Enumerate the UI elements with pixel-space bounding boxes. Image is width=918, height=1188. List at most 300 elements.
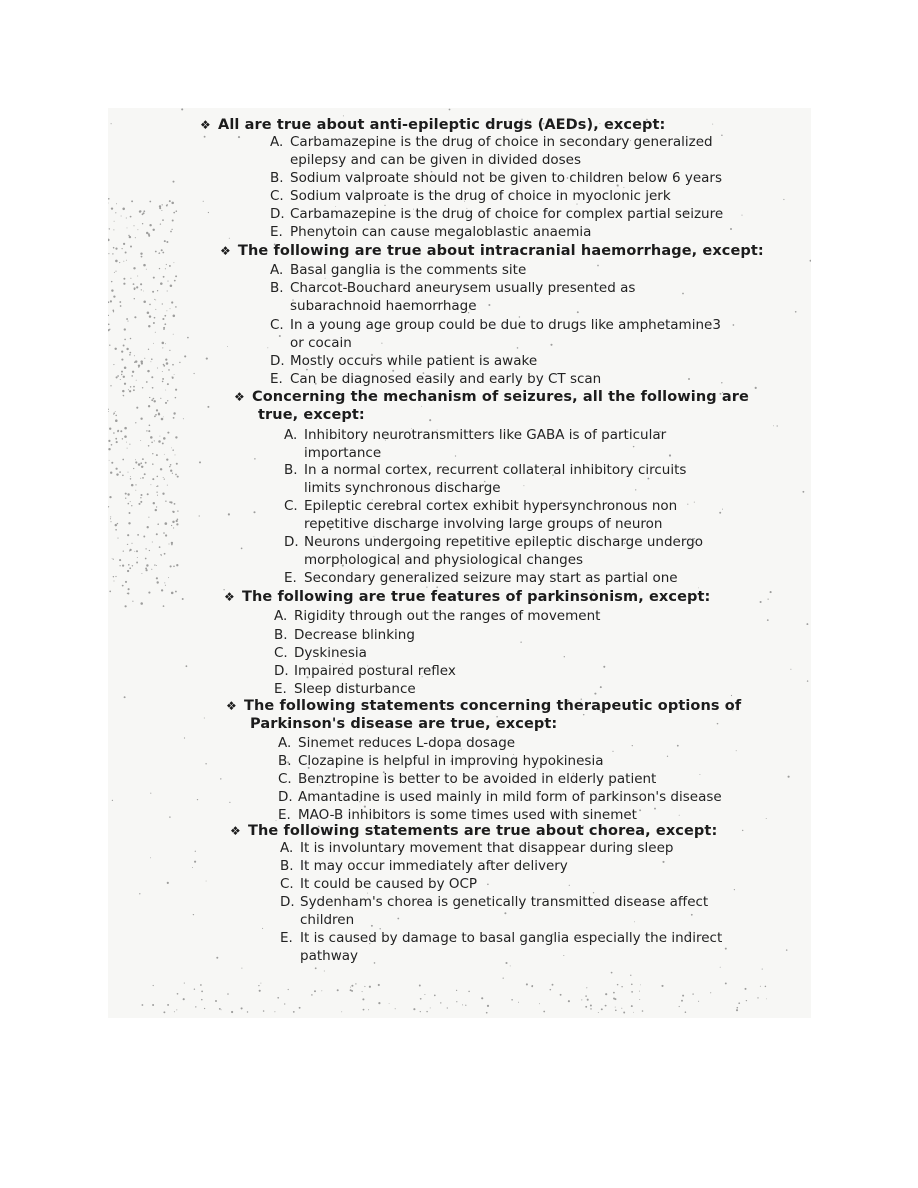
scan-speck [137, 276, 138, 277]
question-4-stem: ❖ The following are true features of parkinsonism, except: [224, 589, 711, 605]
scan-speck [163, 327, 165, 329]
scan-speck [163, 532, 165, 534]
scan-speck [395, 1008, 396, 1009]
scan-speck [119, 559, 121, 561]
scan-speck [206, 881, 207, 882]
scan-speck [276, 820, 277, 821]
scan-speck [170, 565, 172, 567]
scan-speck [174, 1011, 175, 1012]
scan-speck [115, 212, 116, 213]
scan-speck [114, 348, 116, 350]
scan-speck [173, 417, 175, 419]
scan-speck [165, 585, 166, 586]
scan-speck [140, 602, 143, 605]
scan-speck [155, 299, 156, 300]
scan-speck [311, 994, 313, 996]
scan-speck [161, 589, 163, 591]
scan-speck [456, 990, 457, 991]
q4-option-d: D. Impaired postural reflex [274, 663, 456, 679]
scan-speck [149, 304, 151, 306]
scan-speck [597, 265, 599, 267]
scan-speck [134, 289, 136, 291]
scan-speck [231, 1011, 233, 1013]
scan-speck [177, 510, 178, 511]
scan-speck [160, 223, 161, 224]
scan-speck [654, 808, 656, 810]
scan-speck [598, 1012, 599, 1013]
scan-speck [639, 809, 641, 811]
scan-speck [156, 506, 157, 507]
scan-speck [163, 477, 164, 478]
scan-speck [810, 260, 811, 262]
scan-speck [687, 504, 688, 505]
scan-speck [155, 332, 156, 333]
scan-speck [132, 601, 133, 602]
scan-speck [165, 268, 166, 269]
scan-speck [114, 272, 115, 273]
scan-speck [123, 243, 125, 245]
scan-speck [614, 998, 616, 1000]
scan-speck [623, 1012, 625, 1014]
scan-speck [115, 411, 116, 412]
scan-speck [228, 513, 230, 515]
scan-speck [156, 486, 157, 487]
q5-option-a: A. Sinemet reduces L-dopa dosage [278, 735, 516, 751]
scan-speck [164, 478, 165, 479]
scan-speck [128, 472, 129, 473]
scan-speck [806, 623, 808, 625]
scan-speck [140, 462, 142, 464]
scan-speck [174, 503, 176, 505]
scan-speck [594, 693, 596, 695]
scan-speck [162, 347, 163, 348]
scan-speck [167, 204, 168, 205]
scan-speck [127, 534, 129, 536]
scan-speck [487, 884, 489, 886]
scan-speck [148, 325, 150, 327]
scan-speck [238, 136, 240, 138]
scan-speck [725, 982, 727, 984]
scan-speck [173, 566, 175, 568]
scan-speck [362, 991, 363, 992]
scan-speck [115, 260, 118, 263]
scan-speck [109, 428, 111, 430]
scanned-page [108, 108, 811, 1018]
scan-speck [172, 473, 173, 474]
scan-speck [116, 473, 118, 475]
scan-speck [127, 321, 128, 322]
scan-speck [110, 385, 111, 386]
scan-speck [173, 181, 175, 183]
scan-speck [113, 247, 115, 249]
scan-speck [293, 1011, 295, 1013]
scan-speck [141, 494, 143, 496]
scan-speck [155, 251, 157, 253]
scan-speck [121, 216, 122, 217]
scan-speck [762, 969, 763, 970]
scan-speck [151, 569, 152, 570]
scan-speck [162, 252, 164, 254]
scan-speck [139, 893, 140, 894]
scan-speck [116, 203, 117, 204]
scan-speck [171, 592, 174, 595]
scan-speck [434, 995, 436, 997]
scan-speck [177, 518, 179, 520]
scan-speck [147, 311, 150, 314]
scan-speck [682, 293, 684, 295]
scan-speck [176, 463, 178, 465]
scan-speck [159, 546, 161, 548]
scan-speck [175, 454, 176, 455]
scan-speck [130, 478, 131, 479]
scan-speck [790, 669, 791, 670]
scan-speck [741, 215, 742, 216]
scan-speck [605, 993, 607, 995]
scan-speck [487, 1005, 489, 1007]
scan-speck [639, 991, 640, 992]
scan-speck [260, 983, 261, 984]
scan-speck [612, 751, 613, 752]
scan-speck [128, 588, 130, 590]
scan-speck [142, 387, 143, 388]
scan-speck [550, 989, 552, 991]
q1-option-c: C. Sodium valproate is the drug of choice in myoclonic jerk [270, 188, 671, 204]
scan-speck [378, 1002, 380, 1004]
scan-speck [135, 461, 137, 463]
scan-speck [133, 267, 135, 269]
scan-speck [378, 984, 380, 986]
diamond-bullet-icon: ❖ [200, 118, 211, 132]
scan-speck [677, 745, 679, 747]
scan-speck [158, 413, 160, 415]
scan-speck [698, 1001, 699, 1002]
scan-speck [140, 497, 141, 498]
scan-speck [167, 1004, 169, 1006]
scan-speck [164, 582, 165, 583]
scan-speck [155, 414, 157, 416]
scan-speck [140, 440, 141, 441]
scan-speck [766, 818, 767, 819]
scan-speck [783, 199, 784, 200]
scan-speck [109, 460, 110, 461]
scan-speck [130, 386, 131, 387]
scan-speck [539, 1003, 540, 1004]
scan-speck [125, 493, 127, 495]
scan-speck [603, 666, 605, 668]
scan-speck [247, 1011, 248, 1012]
scan-speck [166, 205, 168, 207]
scan-speck [121, 350, 123, 352]
q6-option-b: B. It may occur immediately after delivery [280, 858, 568, 874]
scan-speck [111, 207, 113, 209]
scan-speck [162, 378, 164, 380]
scan-speck [160, 398, 161, 399]
scan-speck [586, 987, 587, 988]
scan-speck [122, 390, 124, 392]
scan-speck [136, 562, 138, 564]
q3-option-b: B. In a normal cortex, recurrent collateral inhibitory circuits limits synchronous discharge [284, 462, 687, 496]
scan-speck [123, 283, 125, 285]
scan-speck [142, 458, 144, 460]
scan-speck [153, 985, 154, 986]
scan-speck [150, 793, 151, 794]
scan-speck [440, 1002, 441, 1003]
scan-speck [115, 438, 117, 440]
scan-speck [111, 462, 113, 464]
scan-speck [144, 473, 146, 475]
scan-speck [162, 342, 165, 345]
scan-speck [128, 235, 129, 236]
scan-speck [122, 438, 123, 439]
scan-speck [115, 576, 116, 577]
scan-speck [162, 442, 164, 444]
scan-speck [197, 799, 198, 800]
scan-speck [145, 558, 147, 560]
scan-speck [108, 239, 110, 242]
scan-speck [113, 295, 115, 297]
scan-speck [132, 371, 134, 373]
scan-speck [125, 252, 127, 254]
scan-speck [115, 419, 118, 422]
scan-speck [125, 498, 126, 499]
scan-speck [681, 1000, 683, 1002]
scan-speck [770, 591, 772, 593]
scan-speck [127, 544, 128, 545]
scan-speck [108, 315, 109, 316]
scan-speck [121, 359, 123, 361]
scan-speck [164, 315, 166, 317]
scan-speck [175, 436, 177, 438]
scan-speck [160, 468, 162, 470]
scan-speck [113, 311, 114, 312]
scan-speck [128, 522, 130, 524]
scan-speck [229, 802, 230, 803]
scan-speck [146, 381, 148, 383]
q1-option-d: D. Carbamazepine is the drug of choice for complex partial seizure [270, 206, 724, 222]
scan-speck [788, 776, 790, 778]
scan-speck [108, 323, 110, 325]
scan-speck [241, 968, 242, 969]
scan-speck [116, 441, 118, 443]
scan-speck [129, 444, 130, 445]
scan-speck [130, 549, 132, 551]
scan-speck [605, 1005, 607, 1007]
scan-speck [146, 269, 147, 270]
scan-speck [152, 229, 154, 231]
scan-speck [277, 997, 279, 999]
scan-speck [174, 374, 175, 375]
scan-speck [125, 605, 127, 607]
scan-speck [108, 506, 109, 507]
scan-speck [159, 268, 160, 269]
scan-speck [721, 135, 723, 137]
scan-speck [165, 402, 167, 404]
question-5-stem: ❖ The following statements concerning therapeutic options of Parkinson's disease are true, except: [226, 698, 742, 732]
scan-speck [143, 300, 146, 303]
scan-speck [157, 367, 158, 368]
scan-speck [288, 989, 289, 990]
scan-speck [419, 985, 421, 987]
scan-speck [128, 503, 130, 505]
scan-speck [153, 343, 154, 344]
scan-speck [173, 212, 175, 214]
scan-speck [161, 555, 162, 556]
scan-speck [615, 1010, 617, 1012]
scan-speck [736, 1009, 738, 1011]
scan-speck [170, 501, 172, 503]
scan-speck [140, 253, 142, 255]
scan-speck [136, 286, 138, 288]
scan-speck [531, 986, 533, 988]
scan-speck [734, 889, 735, 890]
scan-speck [206, 358, 208, 360]
scan-speck [447, 1007, 448, 1008]
scan-speck [165, 534, 167, 536]
scan-speck [167, 290, 168, 291]
scan-speck [135, 237, 136, 238]
scan-speck [679, 815, 680, 816]
scan-speck [543, 1011, 545, 1013]
scan-speck [135, 360, 137, 362]
scan-speck [184, 355, 186, 357]
scan-speck [172, 521, 174, 523]
q3-option-c: C. Epileptic cerebral cortex exhibit hypersynchronous non repetitive discharge involving large groups of neuron [284, 498, 678, 532]
scan-speck [153, 400, 155, 402]
scan-speck [157, 290, 158, 291]
scan-speck [149, 550, 150, 551]
q4-option-a: A. Rigidity through out the ranges of movement [274, 608, 601, 624]
scan-speck [133, 283, 135, 285]
scan-speck [170, 470, 172, 472]
scan-speck [166, 362, 169, 365]
scan-speck [413, 1008, 415, 1010]
q6-option-d: D. Sydenham's chorea is genetically transmitted disease affect children [280, 894, 709, 928]
scan-speck [143, 291, 144, 292]
scan-speck [119, 262, 120, 263]
scan-speck [167, 882, 169, 884]
scan-speck [176, 210, 178, 212]
scan-speck [122, 565, 124, 567]
scan-speck [760, 986, 761, 987]
scan-speck [128, 389, 129, 390]
scan-speck [176, 523, 178, 525]
scan-speck [132, 565, 133, 566]
scan-speck [110, 521, 111, 522]
scan-speck [679, 1006, 680, 1007]
scan-speck [142, 223, 143, 224]
scan-speck [157, 581, 159, 583]
scan-speck [184, 983, 185, 984]
scan-speck [109, 591, 111, 593]
scan-speck [229, 238, 230, 239]
scan-speck [166, 241, 168, 243]
scan-speck [113, 364, 114, 365]
scan-speck [355, 983, 356, 984]
scan-speck [131, 543, 132, 544]
scan-speck [154, 440, 155, 441]
scan-speck [110, 518, 111, 519]
scan-speck [152, 541, 153, 542]
scan-speck [795, 311, 797, 313]
scan-speck [124, 427, 127, 430]
scan-speck [136, 550, 138, 552]
scan-speck [120, 379, 121, 380]
scan-speck [520, 642, 521, 643]
scan-speck [135, 484, 136, 485]
scan-speck [157, 476, 159, 478]
scan-speck [117, 375, 119, 377]
scan-speck [746, 1000, 747, 1001]
scan-speck [259, 990, 261, 992]
scan-speck [115, 415, 117, 417]
scan-speck [802, 491, 804, 493]
diamond-bullet-icon: ❖ [234, 390, 245, 404]
scan-speck [156, 565, 157, 566]
scan-speck [662, 861, 664, 863]
scan-speck [171, 229, 172, 230]
q3-option-e: E. Secondary generalized seizure may start as partial one [284, 570, 678, 586]
scan-speck [162, 204, 163, 205]
scan-speck [173, 262, 174, 263]
scan-speck [766, 998, 767, 999]
scan-speck [120, 430, 122, 432]
scan-speck [115, 524, 117, 526]
scan-speck [219, 1008, 221, 1010]
scan-speck [274, 1011, 275, 1012]
scan-speck [148, 405, 150, 407]
scan-speck [601, 1008, 603, 1010]
scan-speck [503, 977, 504, 978]
scan-speck [162, 493, 164, 495]
scan-speck [129, 354, 131, 356]
scan-speck [115, 248, 117, 250]
q5-option-d: D. Amantadine is used mainly in mild form of parkinson's disease [278, 789, 722, 805]
scan-speck [183, 998, 185, 1000]
scan-speck [216, 957, 218, 959]
scan-speck [162, 303, 163, 304]
scan-speck [152, 387, 154, 389]
scan-speck [720, 967, 721, 968]
scan-speck [468, 991, 470, 993]
scan-speck [430, 1007, 431, 1008]
scan-speck [108, 253, 109, 254]
scan-speck [204, 136, 206, 138]
diamond-bullet-icon: ❖ [220, 244, 231, 258]
scan-speck [140, 283, 142, 285]
scan-speck [511, 999, 513, 1001]
scan-speck [141, 289, 142, 290]
scan-speck [710, 992, 711, 993]
scan-speck [585, 1006, 587, 1008]
scan-speck [154, 564, 155, 565]
scan-speck [172, 364, 174, 366]
scan-speck [742, 830, 743, 831]
scan-speck [109, 228, 110, 229]
scan-speck [768, 599, 769, 600]
scan-speck [151, 442, 153, 444]
scan-speck [122, 475, 124, 477]
scan-speck [145, 462, 147, 464]
scan-speck [131, 375, 133, 377]
scan-speck [173, 412, 175, 414]
scan-speck [108, 440, 110, 442]
scan-speck [639, 999, 640, 1000]
scan-speck [124, 383, 126, 385]
scan-speck [569, 885, 570, 886]
scan-speck [135, 459, 136, 460]
scan-speck [350, 987, 351, 988]
scan-speck [156, 577, 158, 579]
